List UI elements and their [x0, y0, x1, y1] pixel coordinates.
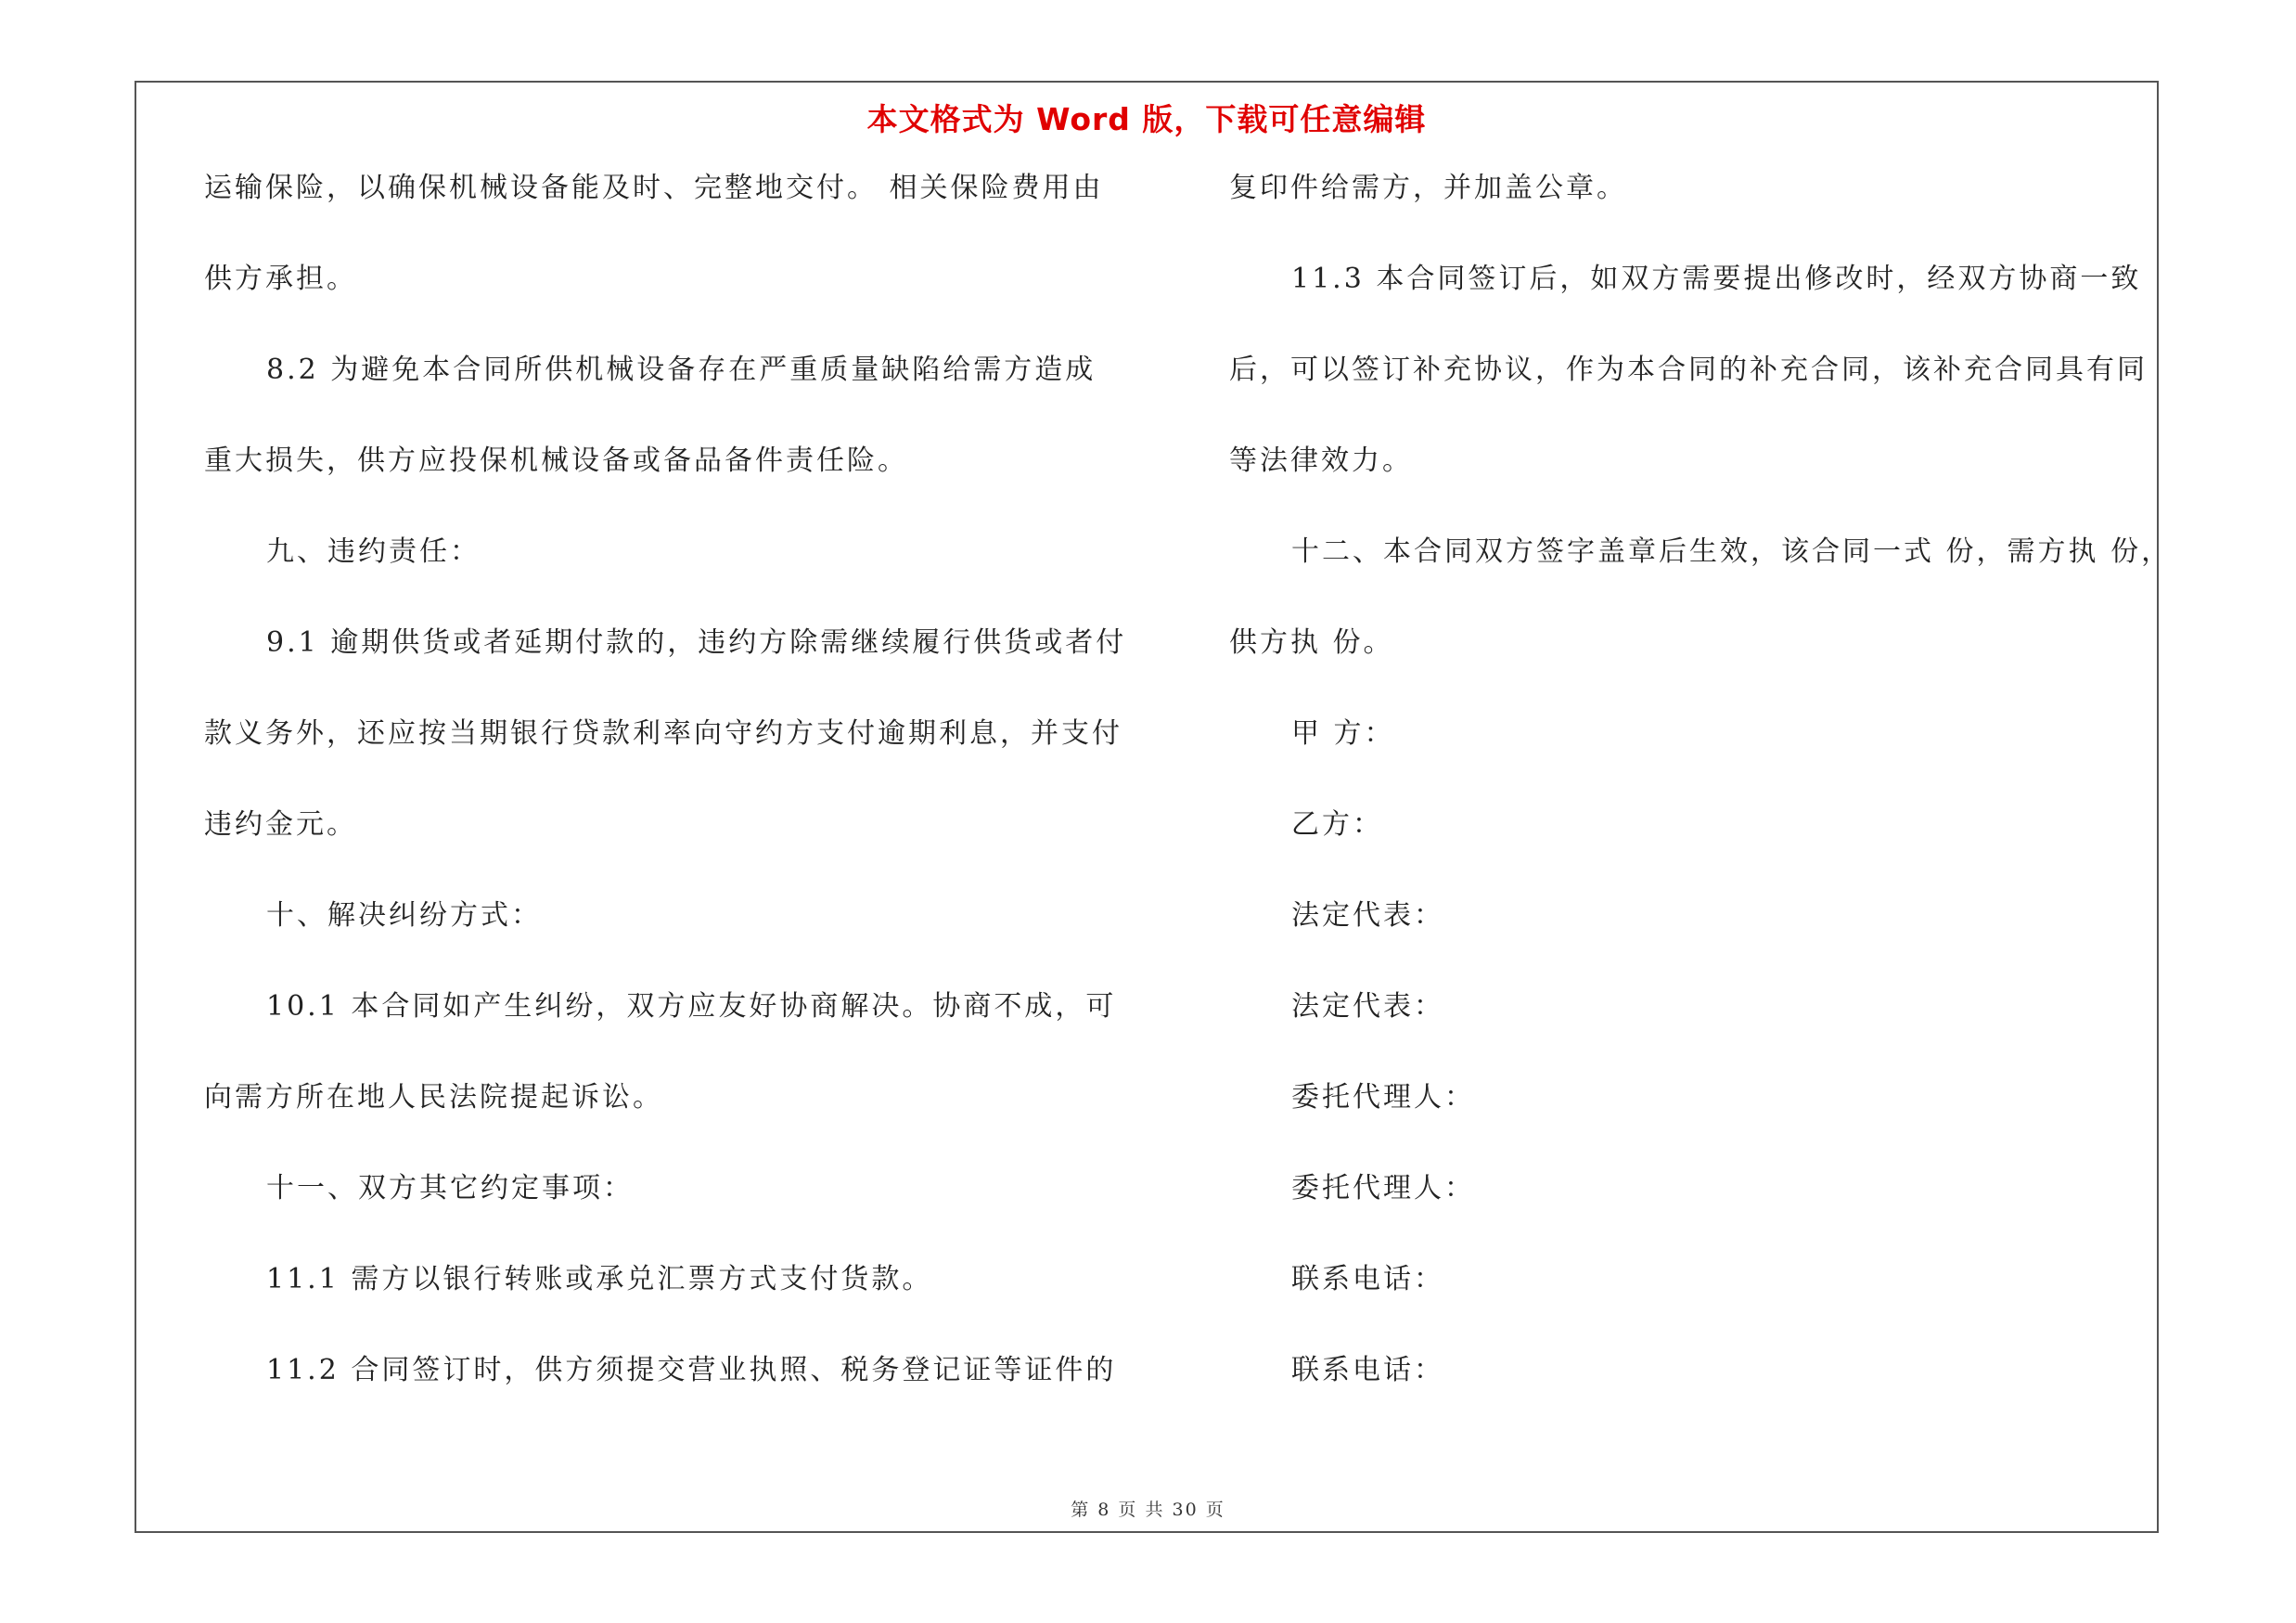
text-line: 向需方所在地人民法院提起诉讼。 — [204, 1081, 663, 1114]
text-line: 运输保险，以确保机械设备能及时、完整地交付。 相关保险费用由 — [204, 172, 1104, 204]
text-line: 委托代理人： — [1291, 1172, 1475, 1204]
editable-notice-banner: 本文格式为 Word 版，下载可任意编辑 — [866, 101, 1427, 137]
text-line: 11.3 本合同签订后，如双方需要提出修改时，经双方协商一致 — [1291, 263, 2142, 295]
text-line: 违约金元。 — [204, 808, 357, 841]
left-text-column — [204, 170, 1132, 1443]
text-line: 十一、双方其它约定事项： — [266, 1172, 634, 1204]
text-line: 9.1 逾期供货或者延期付款的，违约方除需继续履行供货或者付 — [266, 626, 1127, 659]
text-line: 11.1 需方以银行转账或承兑汇票方式支付货款。 — [266, 1263, 933, 1295]
text-line: 乙方： — [1291, 808, 1383, 841]
text-line: 联系电话： — [1291, 1354, 1444, 1386]
page-number-footer: 第 8 页 共 30 页 — [1071, 1500, 1225, 1520]
text-line: 供方承担。 — [204, 263, 357, 295]
text-line: 8.2 为避免本合同所供机械设备存在严重质量缺陷给需方造成 — [266, 354, 1097, 386]
text-line: 联系电话： — [1291, 1263, 1444, 1295]
text-line: 十、解决纠纷方式： — [266, 899, 542, 932]
text-line: 九、违约责任： — [266, 535, 481, 568]
text-line: 委托代理人： — [1291, 1081, 1475, 1114]
text-line: 款义务外，还应按当期银行贷款利率向守约方支付逾期利息，并支付 — [204, 717, 1122, 750]
text-line: 后，可以签订补充协议，作为本合同的补充合同，该补充合同具有同 — [1229, 354, 2148, 386]
text-line: 供方执 份。 — [1229, 626, 1394, 659]
text-line: 法定代表： — [1291, 899, 1444, 932]
right-text-column — [1229, 170, 2173, 1443]
text-line: 复印件给需方，并加盖公章。 — [1229, 172, 1627, 204]
text-line: 甲 方： — [1291, 717, 1395, 750]
text-line: 等法律效力。 — [1229, 444, 1413, 477]
text-line: 法定代表： — [1291, 990, 1444, 1023]
text-line: 10.1 本合同如产生纠纷，双方应友好协商解决。协商不成，可 — [266, 990, 1117, 1023]
text-line: 十二、本合同双方签字盖章后生效，该合同一式 份，需方执 份， — [1291, 535, 2173, 568]
text-line: 重大损失，供方应投保机械设备或备品备件责任险。 — [204, 444, 908, 477]
text-line: 11.2 合同签订时，供方须提交营业执照、税务登记证等证件的 — [266, 1354, 1117, 1386]
